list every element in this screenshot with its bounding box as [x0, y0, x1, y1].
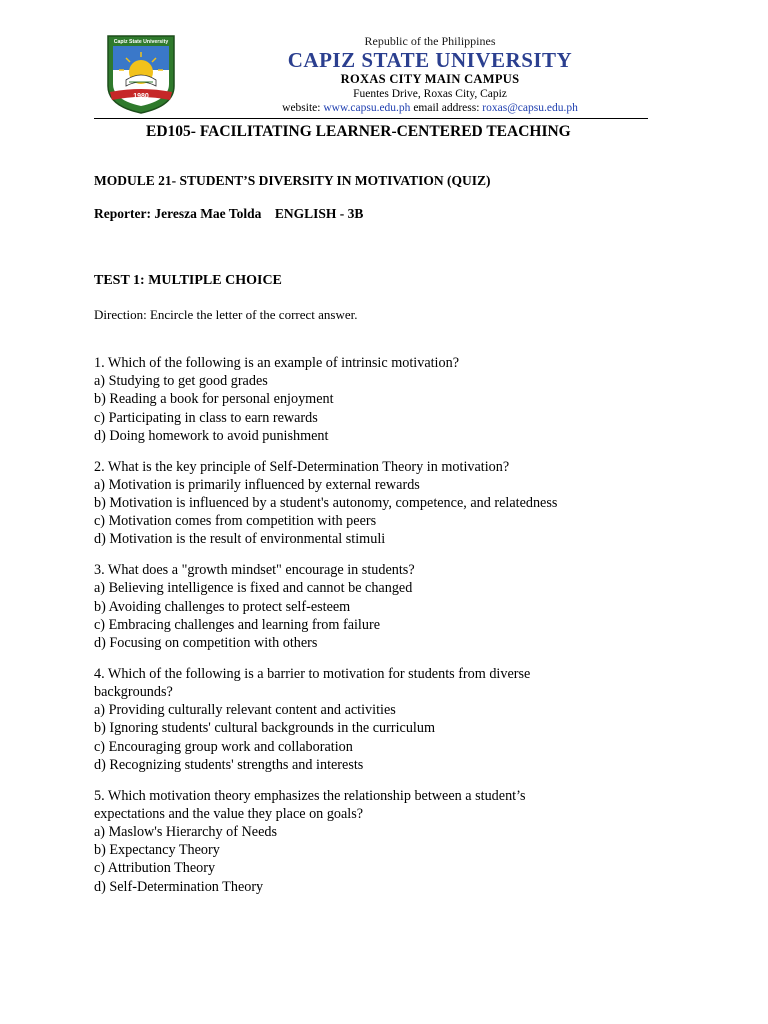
direction-text: Direction: Encircle the letter of the correct answer.: [94, 307, 358, 322]
answer-option-d: d) Motivation is the result of environmental stimuli: [94, 531, 386, 548]
answer-option-d: d) Self-Determination Theory: [94, 878, 264, 895]
question-stem: 1. Which of the following is an example of intrinsic motivation?: [94, 355, 459, 371]
question-list: [94, 354, 654, 908]
question-4: [94, 665, 654, 774]
answer-option-b: b) Motivation is influenced by a student's autonomy, competence, and relatedness: [94, 495, 558, 512]
answer-option-c: c) Attribution Theory: [94, 860, 216, 877]
question-stem: 4. Which of the following is a barrier to motivation for students from diverse: [94, 665, 531, 682]
question-5: [94, 787, 654, 896]
answer-option-b: b) Expectancy Theory: [94, 842, 220, 859]
question-stem-continued: backgrounds?: [94, 684, 173, 701]
answer-option-b: b) Ignoring students' cultural backgrounds in the curriculum: [94, 720, 436, 737]
university-name: CAPIZ STATE UNIVERSITY: [287, 48, 573, 72]
answer-option-a: a) Providing culturally relevant content and activities: [94, 702, 396, 719]
question-stem: 5. Which motivation theory emphasizes the relationship between a student’s: [94, 787, 526, 804]
answer-option-a: a) Studying to get good grades: [94, 373, 268, 390]
email-link[interactable]: roxas@capsu.edu.ph: [482, 102, 578, 114]
module-title: MODULE 21- STUDENT’S DIVERSITY IN MOTIVATION (QUIZ): [94, 173, 491, 188]
answer-option-a: a) Maslow's Hierarchy of Needs: [94, 824, 277, 841]
answer-option-c: c) Participating in class to earn rewards: [94, 409, 318, 426]
question-stem-continued: expectations and the value they place on goals?: [94, 805, 364, 822]
test-title: TEST 1: MULTIPLE CHOICE: [94, 273, 282, 288]
website-link[interactable]: www.capsu.edu.ph: [323, 102, 411, 114]
email-label: email address:: [413, 102, 480, 114]
answer-option-c: c) Motivation comes from competition with peers: [94, 513, 377, 530]
logo-top-text: Capiz State University: [113, 39, 169, 45]
answer-option-a: a) Motivation is primarily influenced by external rewards: [94, 476, 420, 493]
answer-option-a: a) Believing intelligence is fixed and cannot be changed: [94, 580, 413, 597]
course-title: ED105- FACILITATING LEARNER-CENTERED TEACHING: [146, 123, 571, 140]
header-divider: [94, 118, 648, 119]
answer-option-c: c) Embracing challenges and learning from failure: [94, 616, 380, 633]
republic-line: Republic of the Philippines: [364, 34, 496, 48]
answer-option-c: c) Encouraging group work and collaboration: [94, 738, 353, 755]
question-stem: 3. What does a "growth mindset" encourage in students?: [94, 562, 415, 579]
campus-name: ROXAS CITY MAIN CAMPUS: [340, 72, 520, 86]
question-1: [94, 354, 654, 445]
answer-option-d: d) Focusing on competition with others: [94, 635, 318, 652]
question-3: [94, 561, 654, 652]
university-seal-logo: [104, 34, 178, 114]
answer-option-d: d) Doing homework to avoid punishment: [94, 427, 329, 444]
logo-year: 1980: [133, 93, 149, 100]
answer-option-d: d) Recognizing students' strengths and interests: [94, 756, 364, 773]
answer-option-b: b) Avoiding challenges to protect self-esteem: [94, 598, 351, 615]
answer-option-b: b) Reading a book for personal enjoyment: [94, 391, 334, 408]
contact-line: [200, 101, 660, 116]
website-label: website:: [282, 102, 321, 114]
campus-address: Fuentes Drive, Roxas City, Capiz: [353, 88, 507, 100]
question-2: [94, 458, 654, 549]
letterhead: [200, 34, 660, 116]
question-stem: 2. What is the key principle of Self-Determination Theory in motivation?: [94, 458, 510, 475]
reporter-line: Reporter: Jeresza Mae Tolda ENGLISH - 3B: [94, 206, 364, 221]
